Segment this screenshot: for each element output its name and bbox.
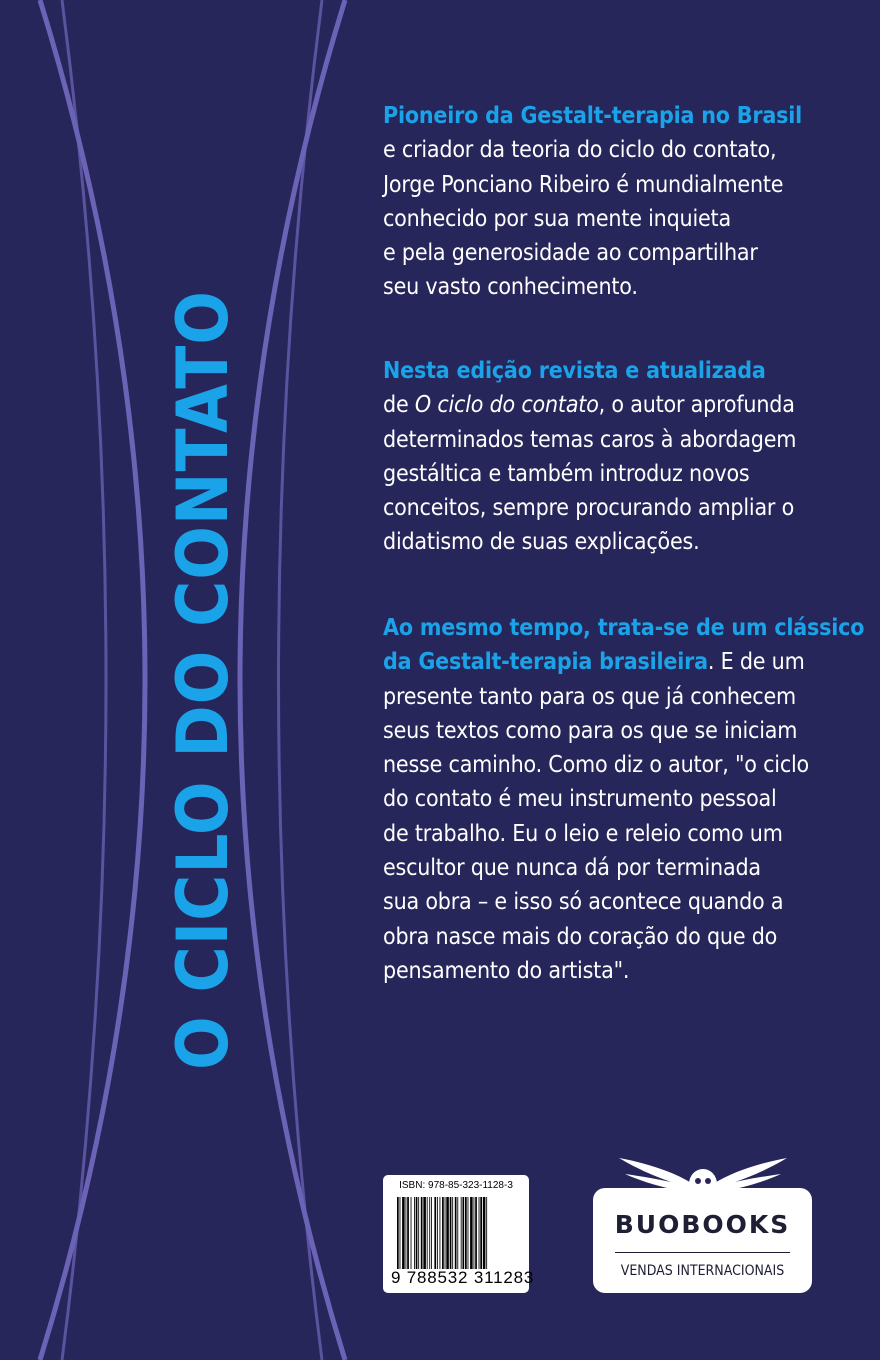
blurb-text: de trabalho. Eu o leio e releio como um <box>383 820 783 847</box>
blurb-line <box>383 525 853 559</box>
blurb-line <box>383 748 853 782</box>
publisher-name: BUOBOOKS <box>614 1210 791 1239</box>
blurb-text: e pela generosidade ao compartilhar <box>383 240 758 267</box>
blurb-line <box>383 782 853 816</box>
curve-outer-left <box>62 0 106 1360</box>
blurb-line <box>383 851 853 885</box>
curve-inner-right <box>240 0 345 1360</box>
blurb-text: e criador da teoria do ciclo do contato, <box>383 137 777 164</box>
blurb-text: escultor que nunca dá por terminada <box>383 855 761 882</box>
publisher-tagline: VENDAS INTERNACIONAIS <box>620 1263 785 1279</box>
curve-outer-right <box>279 0 323 1360</box>
blurb-text: Jorge Ponciano Ribeiro é mundialmente <box>383 171 784 198</box>
blurb-text: obra nasce mais do coração do que do <box>383 923 778 950</box>
blurb-paragraph-1 <box>383 99 853 305</box>
isbn-barcode-box <box>383 1175 535 1293</box>
blurb-line <box>383 680 853 714</box>
highlight-text: Pioneiro da Gestalt-terapia no Brasil <box>383 103 803 129</box>
blurb-text: do contato é meu instrumento pessoal <box>383 786 777 813</box>
blurb-text: conceitos, sempre procurando ampliar o <box>383 495 795 522</box>
blurb-text: de <box>383 392 415 419</box>
blurb-line <box>383 133 853 167</box>
blurb-line <box>383 354 853 388</box>
blurb-line <box>383 885 853 919</box>
highlight-text: da Gestalt-terapia brasileira <box>383 649 708 676</box>
blurb-line <box>383 168 853 202</box>
publisher-divider <box>615 1252 790 1253</box>
highlight-text: Nesta edição revista e atualizada <box>383 358 766 384</box>
blurb-line <box>383 817 853 851</box>
blurb-line <box>383 457 853 491</box>
blurb-line <box>383 99 853 133</box>
blurb-text: pensamento do artista". <box>383 957 630 984</box>
blurb-text: conhecido por sua mente inquieta <box>383 205 731 232</box>
blurb-line <box>383 388 853 422</box>
vertical-title: O CICLO DO CONTATO <box>162 290 244 1070</box>
publisher-logo-box <box>593 1188 812 1293</box>
barcode-icon <box>397 1197 517 1269</box>
blurb-line <box>383 423 853 457</box>
blurb-line <box>383 645 853 679</box>
blurb-line <box>383 270 853 304</box>
blurb-text: sua obra – e isso só acontece quando a <box>383 889 784 916</box>
blurb-text: , o autor aprofunda <box>598 392 795 419</box>
blurb-paragraph-3 <box>383 611 865 988</box>
blurb-text: seu vasto conhecimento. <box>383 274 638 301</box>
highlight-text: Ao mesmo tempo, trata-se de um clássico <box>383 615 865 641</box>
blurb-text: gestáltica e também introduz novos <box>383 460 750 487</box>
blurb-paragraph-2 <box>383 354 853 560</box>
blurb-line <box>383 611 865 645</box>
blurb-text: determinados temas caros à abordagem <box>383 426 797 453</box>
blurb-line <box>383 954 853 988</box>
blurb-text: didatismo de suas explicações. <box>383 529 700 556</box>
blurb-line <box>383 491 853 525</box>
blurb-line <box>383 202 853 236</box>
blurb-text: nesse caminho. Como diz o autor, "o ciclo <box>383 752 810 779</box>
isbn-label: ISBN: 978-85-323-1128-3 <box>399 1180 513 1191</box>
curve-inner-left <box>40 0 145 1360</box>
blurb-text: seus textos como para os que se iniciam <box>383 717 798 744</box>
blurb-text: presente tanto para os que já conhecem <box>383 683 796 710</box>
isbn-digits: 9 788532 311283 <box>391 1268 535 1287</box>
blurb-line <box>383 714 853 748</box>
blurb-text: . E de um <box>707 649 805 676</box>
blurb-line <box>383 920 853 954</box>
blurb-line <box>383 236 853 270</box>
blurb-text: O ciclo do contato <box>414 392 599 419</box>
